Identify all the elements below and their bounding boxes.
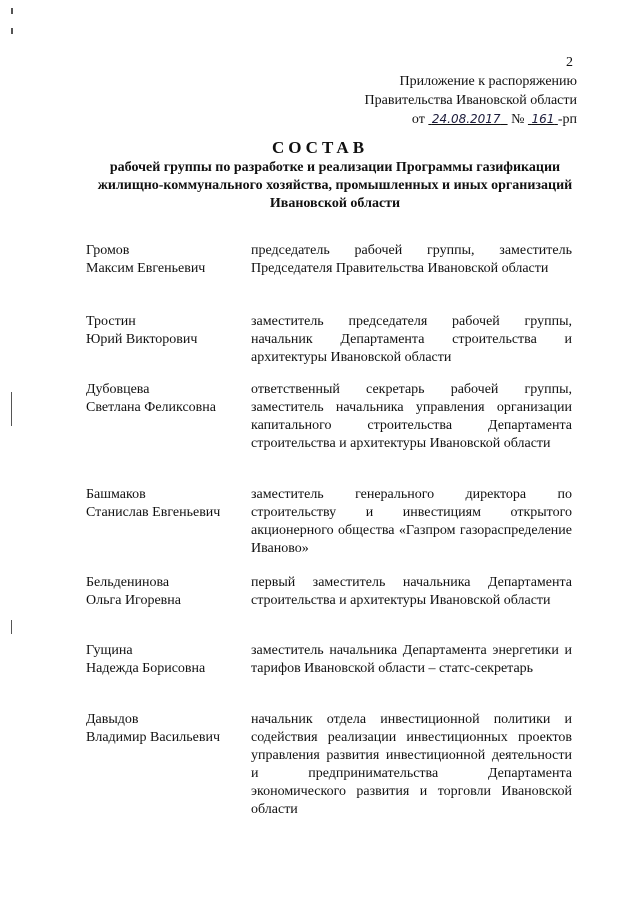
- number-value: 161: [531, 112, 555, 126]
- member-name: [86, 486, 246, 522]
- member-role: начальник отдела инвестиционной политики и содействия реализации инвестиционных проектов управления развития инвестиционной деятельности и предпринимательства Департамента экономического развития и торговли Ивановской области: [251, 712, 572, 817]
- scan-artifact-mark: [11, 620, 12, 634]
- member-given-name: Максим Евгеньевич: [86, 261, 206, 276]
- member-surname: Громов: [86, 243, 130, 258]
- member-given-name: Светлана Феликсовна: [86, 400, 216, 415]
- appendix-header: [365, 72, 577, 129]
- member-role: председатель рабочей группы, заместитель Председателя Правительства Ивановской области: [251, 243, 572, 276]
- member-surname: Дубовцева: [86, 382, 150, 397]
- member-name: [86, 642, 246, 678]
- member-surname: Башмаков: [86, 487, 146, 502]
- member-name: [86, 242, 246, 278]
- appendix-line-2: Правительства Ивановской области: [364, 93, 577, 108]
- scan-artifact-mark: [11, 28, 13, 34]
- member-name: [86, 711, 246, 747]
- number-value-underline: [528, 112, 558, 127]
- number-suffix: -рп: [557, 112, 577, 127]
- page-number: 2: [566, 55, 573, 70]
- member-surname: Бельденинова: [86, 575, 170, 590]
- member-given-name: Юрий Викторович: [86, 332, 198, 347]
- member-given-name: Станислав Евгеньевич: [86, 505, 221, 520]
- date-value-underline: [428, 112, 507, 127]
- document-subtitle: рабочей группы по разработке и реализации Программы газификации жилищно-коммунального хозяйства, промышленных и иных организаций Ивановской области: [97, 160, 573, 211]
- member-role: ответственный секретарь рабочей группы, заместитель начальника управления организации капитального строительства Департамента строительства и архитектуры Ивановской области: [251, 382, 572, 451]
- member-role: заместитель председателя рабочей группы, начальник Департамента строительства и архитектуры Ивановской области: [251, 314, 572, 365]
- member-name: [86, 574, 246, 610]
- member-given-name: Надежда Борисовна: [86, 661, 206, 676]
- member-role: первый заместитель начальника Департамента строительства и архитектуры Ивановской области: [251, 575, 572, 608]
- document-title: СОСТАВ: [271, 138, 369, 157]
- scan-artifact-mark: [11, 8, 13, 14]
- member-role: заместитель генерального директора по строительству и инвестициям открытого акционерного общества «Газпром газораспределение Иваново»: [251, 487, 572, 556]
- member-given-name: Ольга Игоревна: [86, 593, 181, 608]
- number-label: №: [507, 112, 528, 127]
- member-surname: Давыдов: [86, 712, 139, 727]
- date-prefix: от: [411, 112, 429, 127]
- member-name: [86, 313, 246, 349]
- member-role: заместитель начальника Департамента энергетики и тарифов Ивановской области – статс-секретарь: [251, 643, 572, 676]
- scan-artifact-mark: [11, 392, 12, 426]
- member-given-name: Владимир Васильевич: [86, 730, 220, 745]
- appendix-date-line: [365, 110, 577, 129]
- member-name: [86, 381, 246, 417]
- member-surname: Гущина: [86, 643, 133, 658]
- date-value: 24.08.2017: [431, 112, 501, 126]
- appendix-line-1: Приложение к распоряжению: [399, 74, 577, 89]
- member-surname: Тростин: [86, 314, 136, 329]
